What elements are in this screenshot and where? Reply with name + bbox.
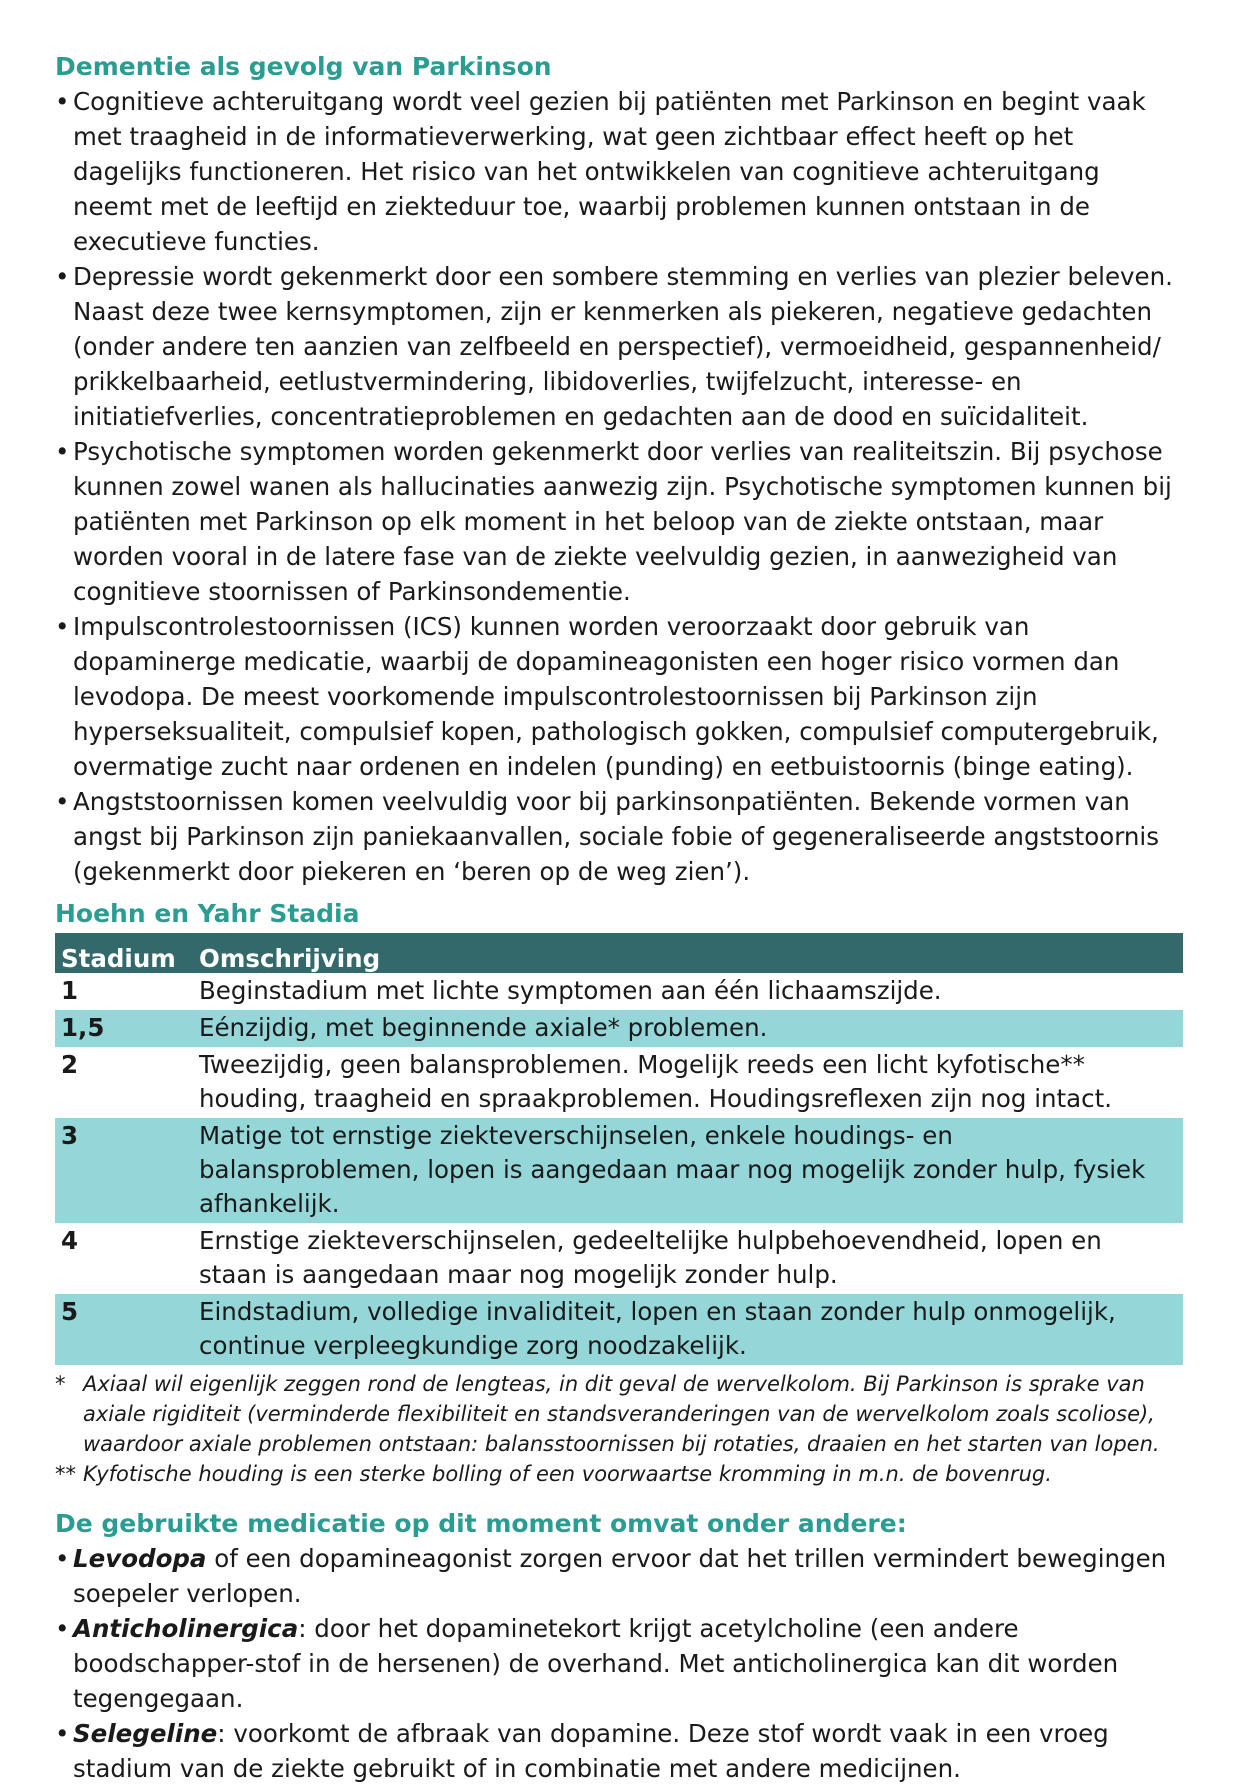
bullet-anticholinergica bbox=[55, 1611, 1185, 1716]
stadia-table bbox=[55, 933, 1183, 1365]
description-cell: Eénzijdig, met beginnende axiale* problemen. bbox=[193, 1010, 1183, 1047]
section-heading-medicatie: De gebruikte medicatie op dit moment omvat onder andere: bbox=[55, 1509, 907, 1538]
stage-cell: 1,5 bbox=[55, 1010, 193, 1047]
footnote-mark: ** bbox=[55, 1462, 76, 1486]
table-row bbox=[55, 1047, 1183, 1118]
table-row bbox=[55, 973, 1183, 1010]
stage-cell: 5 bbox=[55, 1294, 193, 1365]
bullet-levodopa bbox=[55, 1541, 1185, 1611]
bullet-angststoornissen: • Angststoornissen komen veelvuldig voor bij parkinsonpatiënten. Bekende vormen van angst bij Parkinson zijn paniekaanvallen, sociale fobie of gegeneraliseerde angststoornis (gekenmerkt door piekeren en ‘beren op de weg zien’). bbox=[55, 784, 1185, 889]
description-cell: Ernstige ziekteverschijnselen, gedeeltelijke hulpbehoevendheid, lopen en staan is aangedaan maar nog mogelijk zonder hulp. bbox=[199, 1226, 1102, 1289]
footnote-kyfotisch bbox=[55, 1459, 1185, 1489]
footnote-text: Kyfotische houding is een sterke bolling of een voorwaartse kromming in m.n. de bovenrug. bbox=[83, 1462, 1052, 1486]
medication-term: Selegeline bbox=[73, 1719, 218, 1748]
table-row bbox=[55, 1223, 1183, 1294]
stage-cell: 4 bbox=[61, 1226, 79, 1255]
bullet-depressie: • Depressie wordt gekenmerkt door een sombere stemming en verlies van plezier beleven. Naast deze twee kernsymptomen, zijn er kenmerken als piekeren, negatieve gedachten (onder andere ten aanzien van zelfbeeld en perspectief), vermoeidheid, gespannenheid/ prikkelbaarheid, eetlustvermindering, libidoverlies, twijfelzucht, interesse- en initiatiefverlies, concentratieproblemen en gedachten aan de dood en suïcidaliteit. bbox=[55, 259, 1185, 434]
medication-term: Anticholinergica bbox=[73, 1614, 299, 1643]
page-content bbox=[55, 50, 1185, 1786]
stage-cell: 3 bbox=[55, 1118, 193, 1223]
footnote-text: Axiaal wil eigenlijk zeggen rond de lengteas, in dit geval de wervelkolom. Bij Parkinson is sprake van axiale rigiditeit (verminderde flexibiliteit en standsveranderingen van de wervelkolom zoals scoliose), waardoor axiale problemen ontstaan: balansstoornissen bij rotaties, draaien en het starten van lopen. bbox=[83, 1372, 1160, 1456]
table-row bbox=[55, 1118, 1183, 1223]
dementie-bullet-list bbox=[55, 84, 1185, 889]
table-row bbox=[55, 1294, 1183, 1365]
description-cell: Tweezijdig, geen balansproblemen. Mogelijk reeds een licht kyfotische** houding, traagheid en spraakproblemen. Houdingsreflexen zijn nog intact. bbox=[199, 1050, 1113, 1113]
section-heading-stadia: Hoehn en Yahr Stadia bbox=[55, 899, 360, 928]
table-header-row bbox=[55, 933, 1183, 973]
bullet-psychotische-symptomen: • Psychotische symptomen worden gekenmerkt door verlies van realiteitszin. Bij psychose kunnen zowel wanen als hallucinaties aanwezig zijn. Psychotische symptomen kunnen bij patiënten met Parkinson op elk moment in het beloop van de ziekte ontstaan, maar worden vooral in de latere fase van de ziekte veelvuldig gezien, in aanwezigheid van cognitieve stoornissen of Parkinsondementie. bbox=[55, 434, 1185, 609]
bullet-selegeline bbox=[55, 1716, 1185, 1786]
stage-cell: 2 bbox=[61, 1050, 79, 1079]
medication-bullet-list bbox=[55, 1541, 1185, 1786]
bullet-impulscontrolestoornissen: • Impulscontrolestoornissen (ICS) kunnen worden veroorzaakt door gebruik van dopaminerge medicatie, waarbij de dopamineagonisten een hoger risico vormen dan levodopa. De meest voorkomende impulscontrolestoornissen bij Parkinson zijn hyperseksualiteit, compulsief kopen, pathologisch gokken, compulsief computergebruik, overmatige zucht naar ordenen en indelen (punding) en eetbuistoornis (binge eating). bbox=[55, 609, 1185, 784]
description-cell: Eindstadium, volledige invaliditeit, lopen en staan zonder hulp onmogelijk, continue verpleegkundige zorg noodzakelijk. bbox=[193, 1294, 1183, 1365]
table-row bbox=[55, 1010, 1183, 1047]
medication-term: Levodopa bbox=[73, 1544, 207, 1573]
description-cell: Beginstadium met lichte symptomen aan één lichaamszijde. bbox=[199, 976, 942, 1005]
medication-description: : door het dopaminetekort krijgt acetylcholine (een andere boodschapper-stof in de hersenen) de overhand. Met anticholinergica kan dit worden tegengegaan. bbox=[73, 1614, 1119, 1713]
stage-cell: 1 bbox=[61, 976, 79, 1005]
footnote-mark: * bbox=[55, 1372, 66, 1396]
medication-description: of een dopamineagonist zorgen ervoor dat het trillen vermindert bewegingen soepeler verlopen. bbox=[73, 1544, 1167, 1608]
column-header-stadium: Stadium bbox=[55, 933, 193, 973]
medication-description: : voorkomt de afbraak van dopamine. Deze stof wordt vaak in een vroeg stadium van de ziekte gebruikt of in combinatie met andere medicijnen. bbox=[73, 1719, 1109, 1783]
bullet-cognitieve-achteruitgang: • Cognitieve achteruitgang wordt veel gezien bij patiënten met Parkinson en begint vaak met traagheid in de informatieverwerking, wat geen zichtbaar effect heeft op het dagelijks functioneren. Het risico van het ontwikkelen van cognitieve achteruitgang neemt met de leeftijd en ziekteduur toe, waarbij problemen kunnen ontstaan in de executieve functies. bbox=[55, 84, 1185, 259]
section-heading-dementie: Dementie als gevolg van Parkinson bbox=[55, 52, 552, 81]
footnote-axiaal bbox=[55, 1369, 1185, 1459]
description-cell: Matige tot ernstige ziekteverschijnselen, enkele houdings- en balansproblemen, lopen is aangedaan maar nog mogelijk zonder hulp, fysiek afhankelijk. bbox=[193, 1118, 1183, 1223]
table-footnotes bbox=[55, 1369, 1185, 1489]
column-header-omschrijving: Omschrijving bbox=[193, 933, 1183, 973]
